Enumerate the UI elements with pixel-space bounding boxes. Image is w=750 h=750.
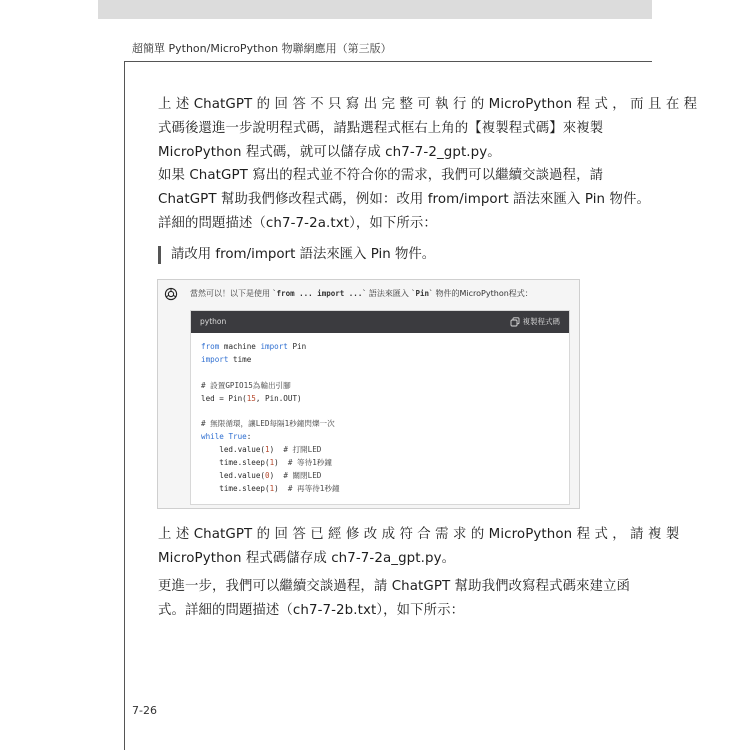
code-line	[201, 431, 559, 444]
code-line	[201, 341, 559, 354]
paragraph-line: 式碼後還進一步說明程式碼，請點選程式框右上角的【複製程式碼】來複製	[158, 121, 604, 136]
code-token: Pin	[287, 342, 307, 351]
code-line	[201, 367, 559, 380]
code-line	[201, 418, 559, 431]
code-token: # 設置GPIO15為輸出引腳	[201, 380, 291, 390]
code-token: , Pin.OUT)	[255, 393, 302, 403]
code-token: )	[269, 445, 284, 455]
code-language-label: python	[200, 317, 227, 326]
code-block-header	[191, 311, 569, 333]
copy-icon	[510, 317, 520, 327]
paragraph-line: 上 述 ChatGPT 的 回 答 不 只 寫 出 完 整 可 執 行 的 MicroPython 程 式 ， 而 且 在 程	[158, 97, 698, 112]
code-token: led.value(	[201, 470, 266, 480]
intro-prefix: 當然可以！以下是使用 `	[190, 289, 277, 298]
code-token: # 無限循環，讓LED每隔1秒鐘閃爍一次	[201, 419, 335, 429]
code-token: led = Pin(	[201, 393, 247, 403]
header-divider	[124, 61, 652, 62]
code-token: # 再等待1秒鐘	[287, 483, 340, 493]
code-token: :	[246, 432, 252, 442]
code-token: import	[260, 342, 288, 351]
chatgpt-response	[157, 279, 580, 509]
code-token: # 打開LED	[283, 445, 322, 455]
code-token: )	[274, 458, 288, 468]
copy-code-button[interactable]	[510, 316, 561, 327]
page-left-border	[124, 61, 125, 750]
paragraph-3	[158, 523, 680, 571]
code-token: time.sleep(	[201, 483, 270, 493]
code-token: machine	[219, 342, 261, 351]
code-token: 1	[269, 458, 275, 468]
code-block	[190, 310, 570, 505]
code-token: time.sleep(	[201, 458, 270, 468]
paragraph-4	[158, 575, 631, 623]
paragraph-line: ChatGPT 幫助我們修改程式碼，例如：改用 from/import 語法來匯入 Pin 物件。	[158, 192, 650, 207]
code-token: )	[269, 470, 284, 480]
paragraph-line: 式。詳細的問題描述（ch7-7-2b.txt），如下所示：	[158, 603, 465, 618]
paragraph-line: 上 述 ChatGPT 的 回 答 已 經 修 改 成 符 合 需 求 的 MicroPython 程 式 ， 請 複 製	[158, 527, 680, 542]
top-gray-bar	[98, 0, 652, 19]
code-line	[201, 354, 559, 367]
code-token: )	[274, 483, 288, 493]
code-line	[201, 470, 559, 483]
code-token: 1	[265, 445, 270, 455]
intro-suffix: ` 物件的MicroPython程式：	[428, 289, 533, 298]
book-header-title: 超簡單 Python/MicroPython 物聯網應用（第三版）	[132, 42, 392, 55]
code-token: import	[201, 354, 229, 364]
code-line	[201, 444, 559, 457]
code-token: True	[228, 432, 247, 442]
code-token: 15	[246, 393, 256, 403]
intro-inline-code: Pin	[415, 289, 429, 298]
code-line	[201, 405, 559, 418]
code-token: 1	[269, 483, 275, 493]
code-token: # 關閉LED	[283, 470, 322, 480]
code-token: time	[228, 354, 252, 364]
code-token: 0	[265, 470, 270, 480]
paragraph-1	[158, 93, 698, 165]
paragraph-line: MicroPython 程式碼，就可以儲存成 ch7-7-2_gpt.py。	[158, 145, 501, 160]
code-token: while	[201, 432, 224, 442]
page-number: 7-26	[132, 704, 157, 717]
chatgpt-logo-icon	[164, 287, 178, 301]
code-line	[201, 393, 559, 406]
chat-intro-text	[190, 288, 533, 299]
paragraph-line: 如果 ChatGPT 寫出的程式並不符合你的需求，我們可以繼續交談過程，請	[158, 168, 604, 183]
code-token: # 等待1秒鐘	[287, 458, 332, 468]
code-line	[201, 483, 559, 496]
paragraph-line: MicroPython 程式碼儲存成 ch7-7-2a_gpt.py。	[158, 551, 456, 566]
code-line	[201, 457, 559, 470]
paragraph-line: 詳細的問題描述（ch7-7-2a.txt），如下所示：	[158, 216, 437, 231]
code-token: from	[201, 342, 220, 351]
paragraph-2	[158, 164, 650, 236]
copy-code-label: 複製程式碼	[522, 317, 560, 326]
paragraph-line: 更進一步，我們可以繼續交談過程，請 ChatGPT 幫助我們改寫程式碼來建立函	[158, 579, 631, 594]
code-content	[191, 333, 569, 496]
intro-middle: ` 語法來匯入 `	[362, 289, 416, 298]
question-prompt: 請改用 from/import 語法來匯入 Pin 物件。	[158, 246, 435, 264]
code-token: led.value(	[201, 445, 266, 455]
intro-inline-code: from ... import ...	[276, 289, 363, 298]
code-line	[201, 380, 559, 393]
